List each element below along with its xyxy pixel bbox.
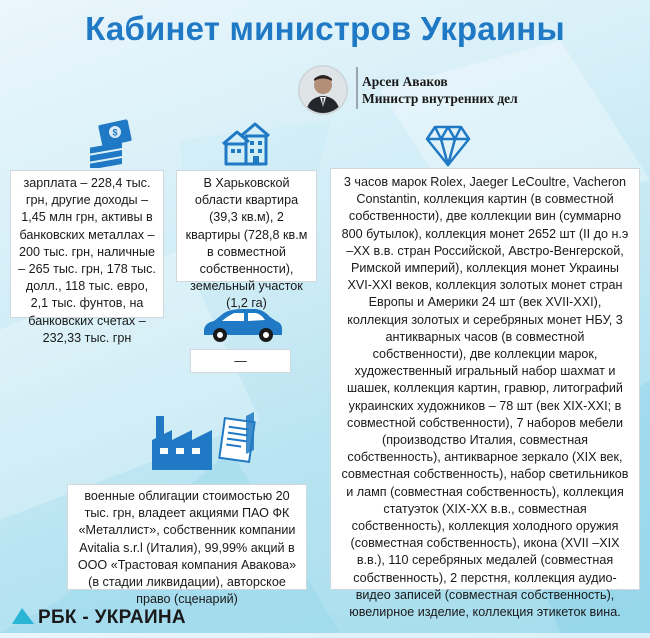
income-text: зарплата – 228,4 тыс. грн, другие доходы – 1,45 млн грн, активы в банковских металлах – 200 тыс. грн, наличные – 265 тыс. грн, 178 тыс. долл., 118 тыс. евро, 2,1 тыс. фунтов, на банковских счетах – 232,33 тыс. грн: [18, 176, 156, 345]
houses-icon: [219, 122, 271, 173]
avatar: [298, 65, 348, 115]
logo-text: РБК - УКРАИНА: [38, 607, 186, 628]
realty-text: В Харьковской области квартира (39,3 кв.м), 2 квартиры (728,8 кв.м в совместной собственности), земельный участок (1,2 га): [185, 176, 308, 311]
vehicles-text: —: [234, 354, 247, 368]
person-divider: [356, 67, 358, 109]
business-card: [67, 484, 307, 607]
business-text: военные облигации стоимостью 20 тыс. грн, владеет акциями ПАО ФК «Металлист», собственник компании Avitalia s.r.l (Италия), 99,99% акций в ООО «Трастовая компания Авакова» (в стадии ликвидации), авторское право (сценарий): [77, 489, 297, 607]
svg-text:$: $: [112, 127, 118, 138]
valuables-card: [330, 168, 640, 620]
person-name: Арсен Аваков: [362, 74, 448, 89]
person-role: Министр внутренних дел: [362, 91, 518, 106]
realty-card: [176, 170, 317, 311]
diamond-icon: [425, 125, 471, 172]
valuables-text: 3 часов марок Rolex, Jaeger LeCoultre, Vacheron Constantin, коллекция картин (в совместной собственности), две коллекции вин (суммарно 800 бутылок), коллекция монет 2652 шт (II до н.э –XX в.в. стран Российской, Австро-Венгерской, Римской империй), коллекция монет Украины XVI-XXI веков, коллекция золотых монет стран Европы и Америки 24 шт (век XVII-XXI), коллекция золотых и серебряных монет НБУ, 3 антикварных часов (в совместной собственности), две коллекции марок, художественный игральный набор шахмат и шашек, коллекция картин, гравюр, литографий украинских художников – 78 шт (век XIX-XXI; в совместной собственности), 7 наборов мебели (производство Италия, совместная собственность), антикварное зеркало (XIX век, совместная собственность), набор светильников и ламп (совместная собственность), коллекция статуэток (XIX-XX в.в., совместная собственность), коллекция холодного оружия (совместная собственность), икона (XVII –XIX в.в.), 110 серебряных медалей (совместная собственность), 2 перстня, коллекция аудио-видео записей (совместная собственность), ювелирное изделие, коллекция этикеток вина.: [341, 175, 629, 620]
page-title: Кабинет министров Украины: [85, 10, 565, 47]
factory-icon: [150, 410, 260, 477]
rbc-ukraine-logo: [10, 606, 186, 629]
money-stack-icon: [88, 118, 134, 173]
income-card: [10, 170, 164, 345]
person-header: [296, 61, 642, 115]
vehicles-card: [190, 349, 291, 373]
